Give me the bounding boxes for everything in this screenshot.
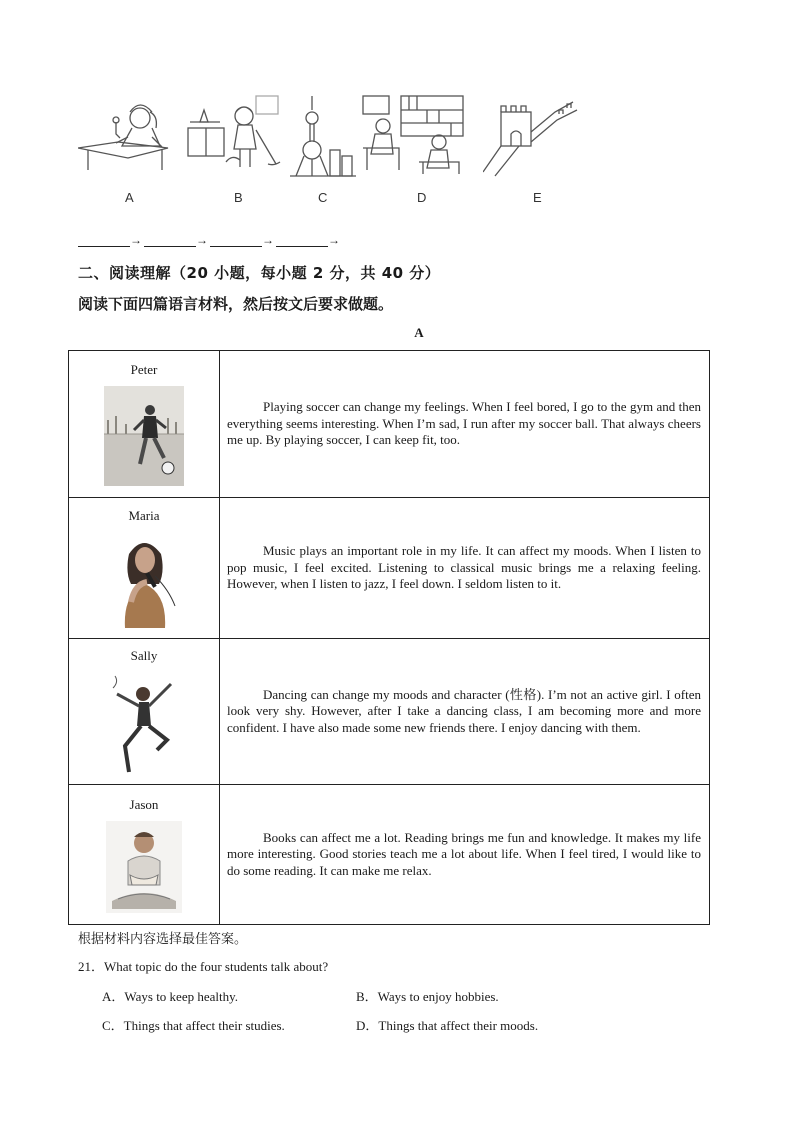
section-heading: 二、阅读理解（20 小题，每小题 2 分，共 40 分） <box>78 264 441 282</box>
students-reading-drawing <box>361 92 471 182</box>
order-blank-1[interactable] <box>78 232 130 247</box>
photo-boy-playing-soccer <box>104 386 184 491</box>
arrow-icon: → <box>196 233 208 247</box>
question-21-option-a[interactable]: A．Ways to keep healthy. <box>102 989 239 1004</box>
section-instruction: 阅读下面四篇语言材料，然后按文后要求做题。 <box>78 295 394 313</box>
passage-paragraph: Music plays an important role in my life. It can affect my moods. When I listen to pop music, I feel excited. Listening to classical music brings me a relaxing feeling. However, when I listen to jazz, I feel down. I seldom listen to it. <box>227 543 701 592</box>
table-row <box>69 785 710 925</box>
passage-paragraph: Books can affect me a lot. Reading brings me fun and knowledge. It makes my life more interesting. Good stories teach me a lot about life. When I feel tired, I would like to do some reading. It can make me relax. <box>227 829 701 878</box>
picture-d-students-reading <box>361 92 471 182</box>
person-name: Sally <box>130 647 158 663</box>
table-row <box>69 639 710 785</box>
passage-table <box>68 350 710 925</box>
great-wall-drawing <box>483 92 581 182</box>
arrow-icon: → <box>328 233 340 247</box>
passage-paragraph: Playing soccer can change my feelings. When I feel bored, I go to the gym and then everything seems interesting. When I’m sad, I run after my soccer ball. That always cheers me up. By playing soccer, I can keep fit, too. <box>227 399 701 448</box>
question-intro: 根据材料内容选择最佳答案。 <box>78 932 248 947</box>
girl-sweeping-drawing <box>186 92 281 182</box>
picture-c-tv-tower <box>288 92 358 182</box>
picture-e-great-wall <box>483 92 581 182</box>
table-row <box>69 498 710 639</box>
picture-b-girl-sweeping <box>186 92 281 182</box>
person-cell <box>69 498 220 639</box>
order-blank-2[interactable] <box>144 232 196 247</box>
person-name: Peter <box>130 362 158 377</box>
passage-text-cell <box>220 498 710 639</box>
picture-label-c: C <box>318 190 328 205</box>
order-blank-3[interactable] <box>210 232 262 247</box>
question-21-stem: 21．What topic do the four students talk about? <box>78 959 329 974</box>
person-cell <box>69 639 220 785</box>
arrow-icon: → <box>262 233 274 247</box>
question-21-option-c[interactable]: C．Things that affect their studies. <box>102 1018 285 1033</box>
order-blank-4[interactable] <box>276 232 328 247</box>
photo-girl-dancing <box>109 672 179 781</box>
arrow-icon: → <box>130 233 142 247</box>
person-name: Jason <box>129 796 159 812</box>
photo-boy-reading <box>106 821 182 918</box>
picture-label-d: D <box>417 190 427 205</box>
question-21-option-d[interactable]: D．Things that affect their moods. <box>356 1018 539 1033</box>
picture-order-blanks <box>78 232 342 247</box>
question-21-option-b[interactable]: B．Ways to enjoy hobbies. <box>356 989 499 1004</box>
tv-tower-drawing <box>288 92 358 182</box>
girl-at-desk-drawing <box>78 92 173 182</box>
picture-strip <box>78 92 583 210</box>
person-name: Maria <box>128 508 160 523</box>
passage-letter: A <box>414 325 424 340</box>
passage-text-cell <box>220 639 710 785</box>
passage-text-cell <box>220 785 710 925</box>
picture-label-b: B <box>234 190 243 205</box>
passage-text-cell <box>220 351 710 498</box>
person-cell <box>69 785 220 925</box>
picture-label-e: E <box>533 190 542 205</box>
picture-label-a: A <box>125 190 134 205</box>
person-cell <box>69 351 220 498</box>
passage-paragraph: Dancing can change my moods and character (性格). I’m not an active girl. I often look very shy. However, after I take a dancing class, I am becoming more and more confident. I have also made some new friends there. I enjoy dancing with them. <box>227 686 701 735</box>
picture-a-girl-at-desk <box>78 92 173 182</box>
table-row <box>69 351 710 498</box>
photo-girl-singing <box>107 532 181 633</box>
